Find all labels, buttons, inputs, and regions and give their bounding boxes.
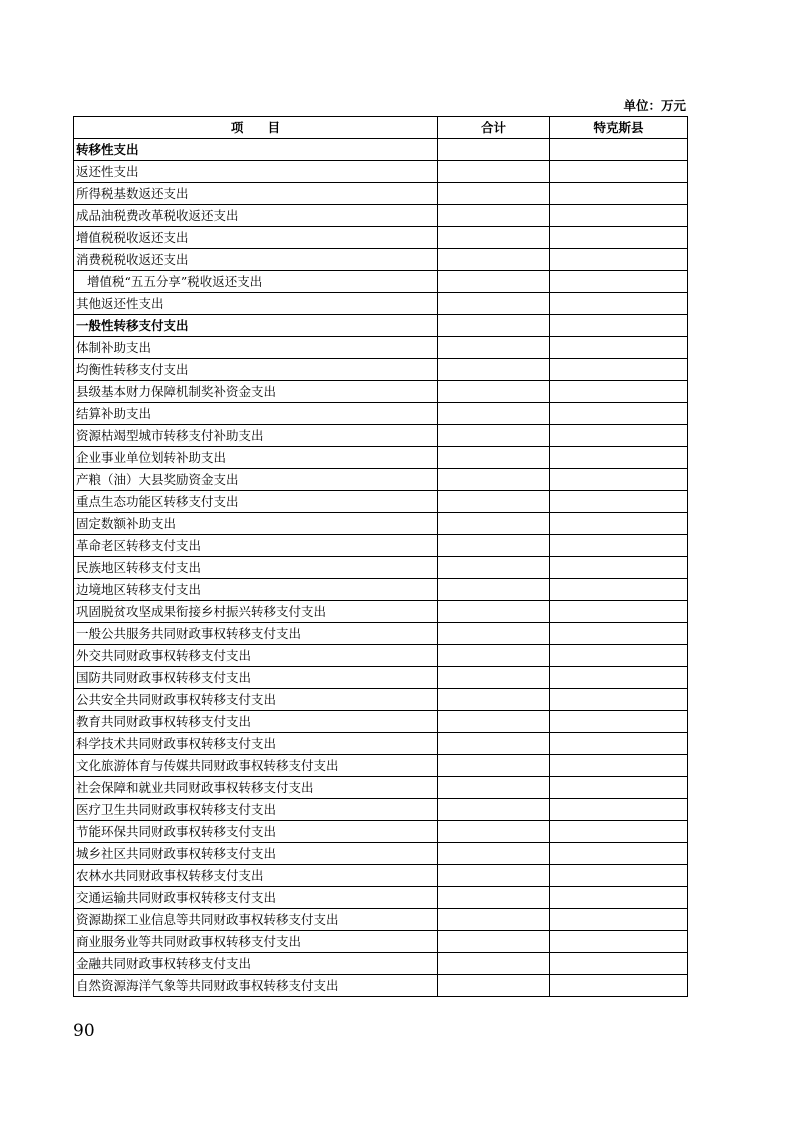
- total-value-cell: [438, 623, 550, 645]
- table-row: [74, 139, 688, 161]
- table-header-row: [74, 117, 688, 139]
- county-value-cell: [550, 403, 688, 425]
- total-value-cell: [438, 271, 550, 293]
- table-row: [74, 293, 688, 315]
- county-value-cell: [550, 469, 688, 491]
- county-value-cell: [550, 557, 688, 579]
- item-label-cell: 返还性支出: [74, 161, 438, 183]
- table-row: [74, 535, 688, 557]
- table-row: [74, 909, 688, 931]
- table-row: [74, 491, 688, 513]
- county-value-cell: [550, 579, 688, 601]
- county-value-cell: [550, 777, 688, 799]
- county-value-cell: [550, 733, 688, 755]
- section-heading-cell: 一般性转移支付支出: [74, 315, 438, 337]
- table-row: [74, 975, 688, 997]
- table-row: [74, 755, 688, 777]
- county-value-cell: [550, 931, 688, 953]
- column-header-county: 特克斯县: [550, 117, 688, 139]
- item-label-cell: 边境地区转移支付支出: [74, 579, 438, 601]
- total-value-cell: [438, 337, 550, 359]
- total-value-cell: [438, 403, 550, 425]
- county-value-cell: [550, 887, 688, 909]
- item-label-cell: 社会保障和就业共同财政事权转移支付支出: [74, 777, 438, 799]
- table-row: [74, 931, 688, 953]
- table-row: [74, 249, 688, 271]
- table-row: [74, 711, 688, 733]
- total-value-cell: [438, 733, 550, 755]
- county-value-cell: [550, 293, 688, 315]
- county-value-cell: [550, 667, 688, 689]
- table-row: [74, 359, 688, 381]
- item-label-cell: 重点生态功能区转移支付支出: [74, 491, 438, 513]
- item-label-cell: 金融共同财政事权转移支付支出: [74, 953, 438, 975]
- county-value-cell: [550, 205, 688, 227]
- total-value-cell: [438, 139, 550, 161]
- item-label-cell: 均衡性转移支付支出: [74, 359, 438, 381]
- item-label-cell: 国防共同财政事权转移支付支出: [74, 667, 438, 689]
- total-value-cell: [438, 293, 550, 315]
- page-number: 90: [73, 1021, 95, 1041]
- table-row: [74, 865, 688, 887]
- total-value-cell: [438, 557, 550, 579]
- item-label-cell: 外交共同财政事权转移支付支出: [74, 645, 438, 667]
- total-value-cell: [438, 227, 550, 249]
- table-row: [74, 953, 688, 975]
- table-row: [74, 689, 688, 711]
- total-value-cell: [438, 205, 550, 227]
- table-row: [74, 623, 688, 645]
- item-label-cell: 教育共同财政事权转移支付支出: [74, 711, 438, 733]
- item-label-cell: 巩固脱贫攻坚成果衔接乡村振兴转移支付支出: [74, 601, 438, 623]
- county-value-cell: [550, 227, 688, 249]
- total-value-cell: [438, 667, 550, 689]
- item-label-cell: 农林水共同财政事权转移支付支出: [74, 865, 438, 887]
- item-label-cell: 成品油税费改革税收返还支出: [74, 205, 438, 227]
- county-value-cell: [550, 975, 688, 997]
- table-row: [74, 227, 688, 249]
- table-row: [74, 733, 688, 755]
- item-label-cell: 商业服务业等共同财政事权转移支付支出: [74, 931, 438, 953]
- item-label-cell: 消费税税收返还支出: [74, 249, 438, 271]
- table-row: [74, 601, 688, 623]
- item-label-cell: 科学技术共同财政事权转移支付支出: [74, 733, 438, 755]
- table-row: [74, 887, 688, 909]
- table-row: [74, 821, 688, 843]
- total-value-cell: [438, 711, 550, 733]
- total-value-cell: [438, 161, 550, 183]
- item-label-cell: 一般公共服务共同财政事权转移支付支出: [74, 623, 438, 645]
- item-label-cell: 公共安全共同财政事权转移支付支出: [74, 689, 438, 711]
- county-value-cell: [550, 183, 688, 205]
- county-value-cell: [550, 315, 688, 337]
- total-value-cell: [438, 249, 550, 271]
- item-label-cell: 交通运输共同财政事权转移支付支出: [74, 887, 438, 909]
- table-row: [74, 403, 688, 425]
- total-value-cell: [438, 447, 550, 469]
- table-row: [74, 381, 688, 403]
- county-value-cell: [550, 249, 688, 271]
- item-label-cell: 节能环保共同财政事权转移支付支出: [74, 821, 438, 843]
- item-label-cell: 资源勘探工业信息等共同财政事权转移支付支出: [74, 909, 438, 931]
- table-row: [74, 557, 688, 579]
- county-value-cell: [550, 843, 688, 865]
- table-row: [74, 469, 688, 491]
- total-value-cell: [438, 821, 550, 843]
- county-value-cell: [550, 909, 688, 931]
- item-label-cell: 固定数额补助支出: [74, 513, 438, 535]
- total-value-cell: [438, 865, 550, 887]
- total-value-cell: [438, 579, 550, 601]
- item-label-cell: 城乡社区共同财政事权转移支付支出: [74, 843, 438, 865]
- total-value-cell: [438, 755, 550, 777]
- item-label-cell: 所得税基数返还支出: [74, 183, 438, 205]
- table-row: [74, 161, 688, 183]
- county-value-cell: [550, 711, 688, 733]
- total-value-cell: [438, 491, 550, 513]
- county-value-cell: [550, 337, 688, 359]
- total-value-cell: [438, 931, 550, 953]
- item-label-cell: 医疗卫生共同财政事权转移支付支出: [74, 799, 438, 821]
- county-value-cell: [550, 601, 688, 623]
- county-value-cell: [550, 623, 688, 645]
- item-label-cell: 体制补助支出: [74, 337, 438, 359]
- county-value-cell: [550, 271, 688, 293]
- table-row: [74, 579, 688, 601]
- table-row: [74, 447, 688, 469]
- total-value-cell: [438, 909, 550, 931]
- table-row: [74, 777, 688, 799]
- county-value-cell: [550, 953, 688, 975]
- total-value-cell: [438, 469, 550, 491]
- county-value-cell: [550, 535, 688, 557]
- county-value-cell: [550, 425, 688, 447]
- table-row: [74, 183, 688, 205]
- county-value-cell: [550, 447, 688, 469]
- item-label-cell: 民族地区转移支付支出: [74, 557, 438, 579]
- total-value-cell: [438, 843, 550, 865]
- table-row: [74, 315, 688, 337]
- total-value-cell: [438, 887, 550, 909]
- county-value-cell: [550, 689, 688, 711]
- county-value-cell: [550, 491, 688, 513]
- table-body: [74, 139, 688, 997]
- section-heading-cell: 转移性支出: [74, 139, 438, 161]
- item-label-cell: 资源枯竭型城市转移支付补助支出: [74, 425, 438, 447]
- total-value-cell: [438, 425, 550, 447]
- column-header-item: 项 目: [74, 117, 438, 139]
- total-value-cell: [438, 953, 550, 975]
- total-value-cell: [438, 601, 550, 623]
- item-label-cell: 产粮（油）大县奖励资金支出: [74, 469, 438, 491]
- total-value-cell: [438, 381, 550, 403]
- unit-label: 单位：万元: [623, 98, 686, 113]
- table-row: [74, 645, 688, 667]
- total-value-cell: [438, 975, 550, 997]
- county-value-cell: [550, 821, 688, 843]
- total-value-cell: [438, 535, 550, 557]
- item-label-cell: 结算补助支出: [74, 403, 438, 425]
- total-value-cell: [438, 689, 550, 711]
- total-value-cell: [438, 315, 550, 337]
- item-label-cell: 增值税“五五分享”税收返还支出: [74, 271, 438, 293]
- budget-table: [73, 116, 688, 997]
- total-value-cell: [438, 359, 550, 381]
- column-header-total: 合计: [438, 117, 550, 139]
- table-row: [74, 667, 688, 689]
- county-value-cell: [550, 799, 688, 821]
- item-label-cell: 增值税税收返还支出: [74, 227, 438, 249]
- county-value-cell: [550, 161, 688, 183]
- total-value-cell: [438, 777, 550, 799]
- county-value-cell: [550, 139, 688, 161]
- county-value-cell: [550, 645, 688, 667]
- item-label-cell: 文化旅游体育与传媒共同财政事权转移支付支出: [74, 755, 438, 777]
- total-value-cell: [438, 513, 550, 535]
- item-label-cell: 县级基本财力保障机制奖补资金支出: [74, 381, 438, 403]
- item-label-cell: 革命老区转移支付支出: [74, 535, 438, 557]
- county-value-cell: [550, 513, 688, 535]
- county-value-cell: [550, 755, 688, 777]
- total-value-cell: [438, 645, 550, 667]
- table-row: [74, 799, 688, 821]
- county-value-cell: [550, 865, 688, 887]
- item-label-cell: 自然资源海洋气象等共同财政事权转移支付支出: [74, 975, 438, 997]
- total-value-cell: [438, 799, 550, 821]
- item-label-cell: 其他返还性支出: [74, 293, 438, 315]
- table-row: [74, 337, 688, 359]
- item-label-cell: 企业事业单位划转补助支出: [74, 447, 438, 469]
- table-row: [74, 271, 688, 293]
- county-value-cell: [550, 381, 688, 403]
- table-row: [74, 205, 688, 227]
- table-row: [74, 843, 688, 865]
- county-value-cell: [550, 359, 688, 381]
- total-value-cell: [438, 183, 550, 205]
- table-row: [74, 425, 688, 447]
- table-row: [74, 513, 688, 535]
